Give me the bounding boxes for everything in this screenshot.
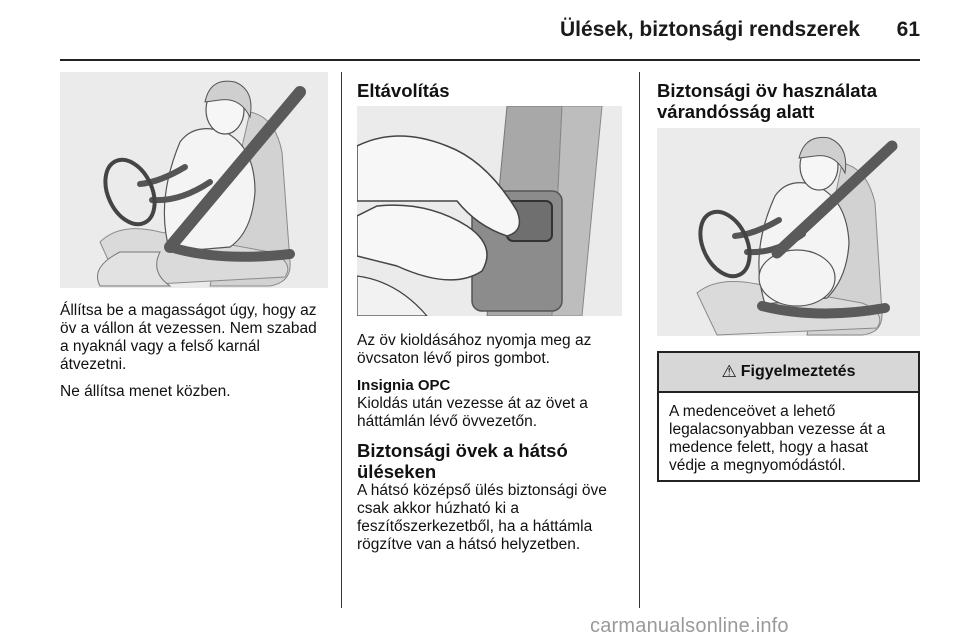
paragraph: Az öv kioldásához nyomja meg az övcsaton lévő piros gombot. <box>357 332 592 367</box>
warning-triangle-icon: ⚠ <box>721 362 737 381</box>
paragraph: Kioldás után vezesse át az övet a háttámlán lévő övvezetőn. <box>357 395 588 430</box>
column-divider-2 <box>639 72 640 608</box>
page-number: 61 <box>896 18 920 41</box>
column-divider-1 <box>341 72 342 608</box>
column-3-heading-wrap <box>657 80 920 132</box>
warning-header <box>659 353 918 393</box>
paragraph: Állítsa be a magasságot úgy, hogy az öv a vállon át vezessen. Nem szabad a nyaknál vagy a felső karnál átvezetni. <box>60 302 317 373</box>
column-2-text <box>357 332 625 563</box>
watermark: carmanualsonline.info <box>590 615 789 637</box>
header-rule <box>60 59 920 61</box>
pregnant-driver-figure <box>657 128 920 336</box>
hand-pressing-buckle-figure <box>357 106 622 316</box>
warning-box <box>657 351 920 482</box>
paragraph: Ne állítsa menet közben. <box>60 383 231 400</box>
paragraph: A hátsó középső ülés biztonsági öve csak akkor húzható ki a feszítőszerkezetből, ha a háttámla rögzítve van a hátsó helyzetben. <box>357 482 607 553</box>
illustration-buckle-release <box>357 106 622 316</box>
section-heading-rear-seats: Biztonsági övek a hátsó üléseken <box>357 440 568 482</box>
section-heading-pregnancy: Biztonsági öv használata várandósság alatt <box>657 80 877 122</box>
running-header-title: Ülések, biztonsági rendszerek <box>560 18 860 41</box>
illustration-belt-adjustment <box>60 72 328 288</box>
warning-text: A medenceövet a lehető legalacsonyabban vezesse át a medence felett, hogy a hasat védje a megnyomódástól. <box>669 403 886 474</box>
warning-title: Figyelmeztetés <box>740 363 856 380</box>
seated-driver-figure <box>60 72 328 288</box>
subheading-insignia-opc: Insignia OPC <box>357 377 451 394</box>
illustration-pregnant-belt <box>657 128 920 336</box>
section-heading-removal: Eltávolítás <box>357 80 450 101</box>
column-1-text <box>60 302 328 410</box>
